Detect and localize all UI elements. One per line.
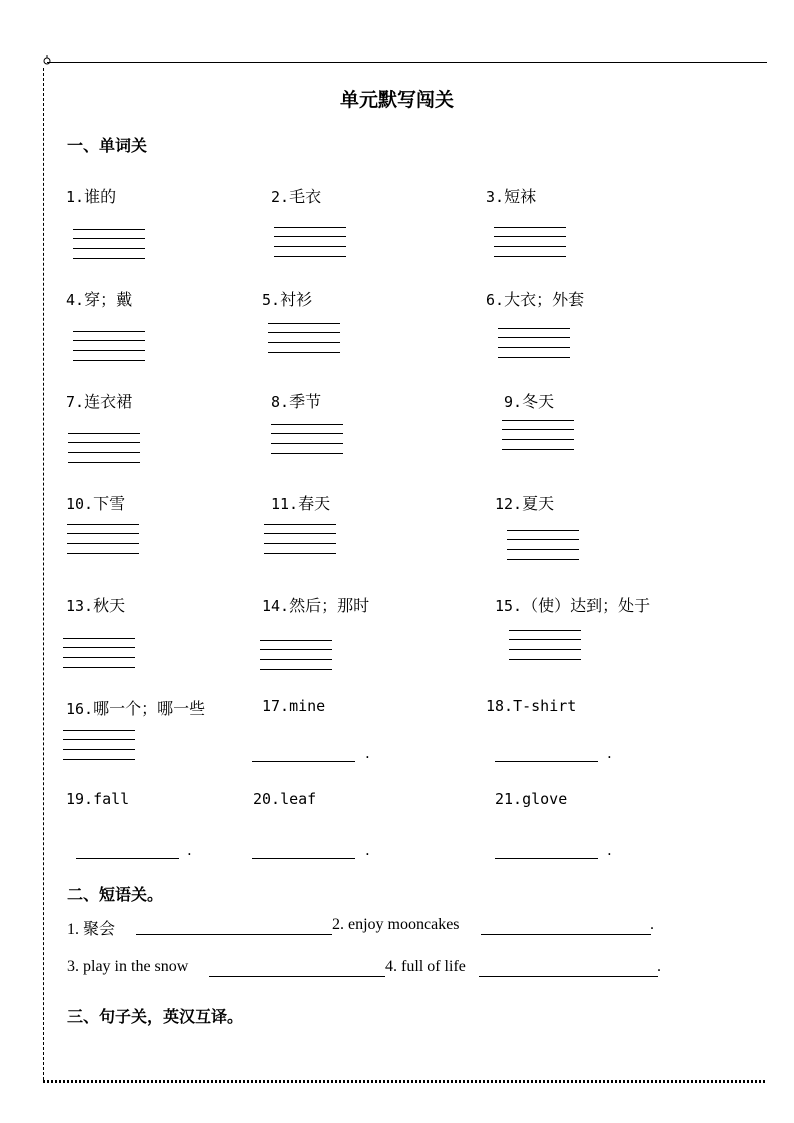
phrase-period-4: . (657, 958, 661, 975)
writing-grid-16[interactable] (63, 730, 135, 760)
phrase-item-1: 1. 聚会 (67, 921, 116, 938)
word-item-3: 3.短袜 (486, 187, 537, 206)
writing-grid-11[interactable] (264, 524, 336, 554)
word-item-12: 12.夏天 (495, 494, 555, 513)
word-item-8: 8.季节 (271, 392, 322, 411)
word-item-11: 11.春天 (271, 494, 331, 513)
answer-period-20: . (365, 841, 370, 859)
word-item-18: 18.T-shirt (486, 697, 577, 715)
left-border (43, 68, 44, 1080)
word-item-6: 6.大衣；外套 (486, 290, 585, 309)
word-item-2: 2.毛衣 (271, 187, 322, 206)
answer-blank-17[interactable] (252, 761, 355, 762)
writing-grid-13[interactable] (63, 638, 135, 668)
page-title: 单元默写闯关 (339, 89, 454, 111)
word-item-7: 7.连衣裙 (66, 392, 133, 411)
writing-grid-15[interactable] (509, 630, 581, 660)
phrase-period-2: . (650, 916, 654, 933)
word-item-9: 9.冬天 (504, 392, 555, 411)
answer-period-19: . (187, 841, 192, 859)
answer-blank-19[interactable] (76, 858, 179, 859)
phrase-blank-4[interactable] (479, 976, 658, 977)
section-phrases-heading: 二、短语关。 (67, 885, 164, 904)
word-item-19: 19.fall (66, 790, 130, 808)
writing-grid-8[interactable] (271, 424, 343, 454)
section-words-heading: 一、单词关 (67, 136, 148, 155)
answer-period-17: . (365, 744, 370, 762)
answer-blank-18[interactable] (495, 761, 598, 762)
word-item-1: 1.谁的 (66, 187, 117, 206)
writing-grid-10[interactable] (67, 524, 139, 554)
phrase-blank-2[interactable] (481, 934, 651, 935)
phrase-item-2: 2. enjoy mooncakes (332, 916, 460, 933)
word-item-15: 15.（使）达到；处于 (495, 596, 651, 615)
answer-period-18: . (607, 744, 612, 762)
answer-period-21: . (607, 841, 612, 859)
answer-blank-20[interactable] (252, 858, 355, 859)
top-border (47, 62, 767, 63)
word-item-20: 20.leaf (253, 790, 317, 808)
word-item-14: 14.然后；那时 (262, 596, 370, 615)
writing-grid-6[interactable] (498, 328, 570, 358)
word-item-21: 21.glove (495, 790, 568, 808)
writing-grid-5[interactable] (268, 323, 340, 353)
phrase-blank-3[interactable] (209, 976, 385, 977)
answer-blank-21[interactable] (495, 858, 598, 859)
word-item-10: 10.下雪 (66, 494, 126, 513)
writing-grid-4[interactable] (73, 331, 145, 361)
word-item-13: 13.秋天 (66, 596, 126, 615)
writing-grid-7[interactable] (68, 433, 140, 463)
phrase-blank-1[interactable] (136, 934, 332, 935)
word-item-17: 17.mine (262, 697, 326, 715)
writing-grid-14[interactable] (260, 640, 332, 670)
writing-grid-12[interactable] (507, 530, 579, 560)
writing-grid-1[interactable] (73, 229, 145, 259)
phrase-item-3: 3. play in the snow (67, 958, 189, 975)
phrase-item-4: 4. full of life (385, 958, 466, 975)
anchor-icon (42, 55, 52, 65)
bottom-border (43, 1080, 767, 1083)
word-item-16: 16.哪一个；哪一些 (66, 699, 206, 718)
word-item-5: 5.衬衫 (262, 290, 313, 309)
writing-grid-3[interactable] (494, 227, 566, 257)
word-item-4: 4.穿；戴 (66, 290, 133, 309)
writing-grid-2[interactable] (274, 227, 346, 257)
section-sentences-heading: 三、句子关，英汉互译。 (67, 1007, 244, 1026)
writing-grid-9[interactable] (502, 420, 574, 450)
